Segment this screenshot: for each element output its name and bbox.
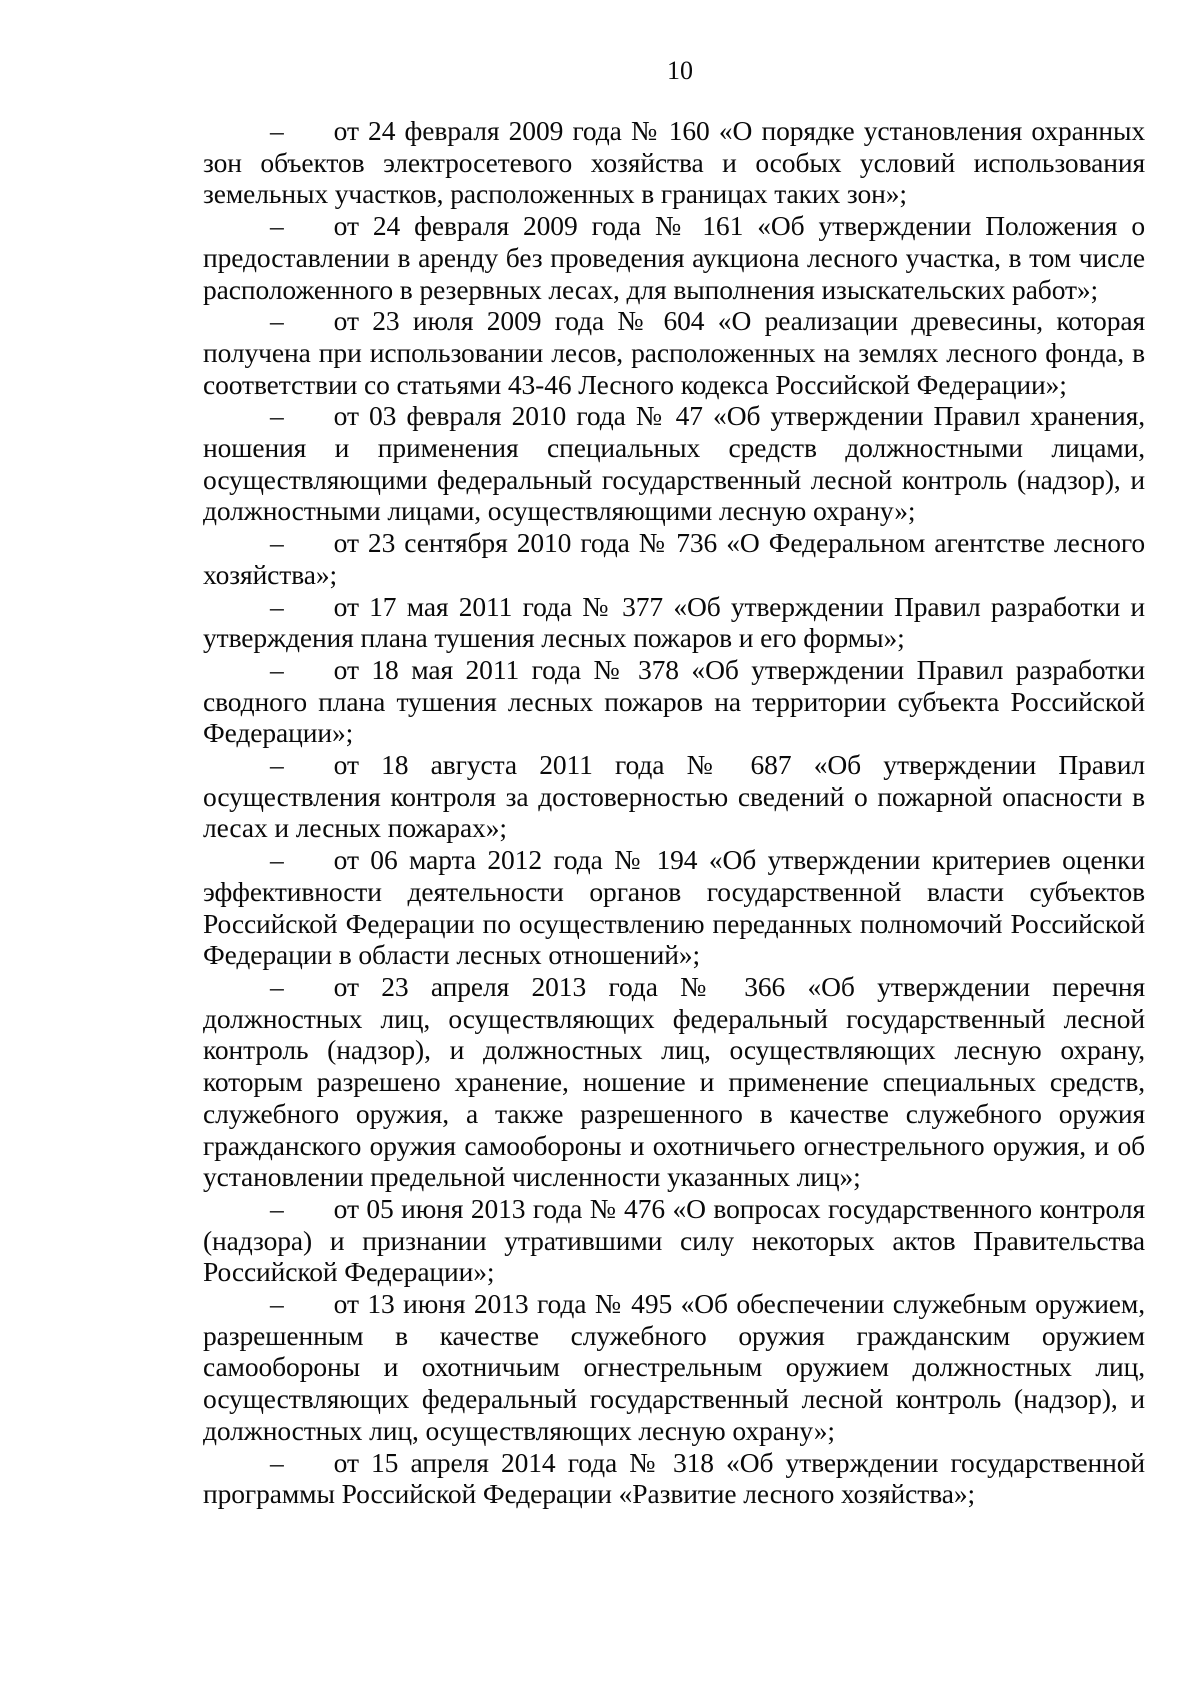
list-dash: – [270, 970, 284, 1002]
list-item [203, 844, 1145, 971]
list-item-text: от 23 сентября 2010 года № 736 «О Федеральном агентстве лесного хозяйства»; [203, 527, 1145, 590]
list-dash: – [270, 1446, 284, 1478]
list-item [203, 1447, 1145, 1510]
list-item [203, 115, 1145, 210]
list-dash: – [270, 400, 284, 432]
list-dash: – [270, 1288, 284, 1320]
list-item-text: от 05 июня 2013 года № 476 «О вопросах государственного контроля (надзора) и признании утратившими силу некоторых актов Правительства Российской Федерации»; [203, 1192, 1145, 1288]
list-dash: – [270, 1192, 284, 1224]
list-dash: – [270, 749, 284, 781]
list-item [203, 591, 1145, 654]
list-dash: – [270, 590, 284, 622]
page-number: 10 [667, 56, 693, 85]
list-dash: – [270, 115, 284, 146]
list-item-text: от 06 марта 2012 года № 194 «Об утверждении критериев оценки эффективности деятельности органов государственной власти субъектов Российской Федерации по осуществлению переданных полномочий Российской Федерации в области лесных отношений»; [203, 844, 1145, 971]
list-item-text: от 17 мая 2011 года № 377 «Об утверждении Правил разработки и утверждения плана тушения лесных пожаров и его формы»; [203, 590, 1145, 654]
list-item-text: от 24 февраля 2009 года № 161 «Об утверждении Положения о предоставлении в аренду без проведения аукциона лесного участка, в том числе расположенного в резервных лесах, для выполнения изыскательских работ»; [203, 210, 1145, 305]
list-item-text: от 23 июля 2009 года № 604 «О реализации древесины, которая получена при использовании лесов, расположенных на землях лесного фонда, в соответствии со статьями 43-46 Лесного кодекса Российской Федерации»; [203, 305, 1145, 400]
list-item [203, 971, 1145, 1193]
list-item [203, 1288, 1145, 1447]
list-dash: – [270, 844, 284, 876]
list-item-text: от 13 июня 2013 года № 495 «Об обеспечении служебным оружием, разрешенным в качестве служебного оружия гражданским оружием самообороны и охотничьим огнестрельным оружием должностных лиц, осуществляющих федеральный государственный лесной контроль (надзор), и должностных лиц, осуществляющих лесную охрану»; [203, 1288, 1145, 1446]
list-item [203, 527, 1145, 590]
list-item [203, 210, 1145, 305]
list-dash: – [270, 527, 284, 559]
list-item-text: от 23 апреля 2013 года № 366 «Об утверждении перечня должностных лиц, осуществляющих федеральный государственный лесной контроль (надзор), и должностных лиц, осуществляющих лесную охрану, которым разрешено хранение, ношение и применение специальных средств, служебного оружия, а также разрешенного в качестве служебного оружия гражданского оружия самообороны и охотничьего огнестрельного оружия, и об установлении предельной численности указанных лиц»; [203, 970, 1145, 1193]
list-item-text: от 24 февраля 2009 года № 160 «О порядке установления охранных зон объектов электросетевого хозяйства и особых условий использования земельных участков, расположенных в границах таких зон»; [203, 115, 1145, 210]
list-dash: – [270, 305, 284, 337]
list-item [203, 654, 1145, 749]
list-item [203, 305, 1145, 400]
list-item [203, 400, 1145, 527]
list-item-text: от 03 февраля 2010 года № 47 «Об утверждении Правил хранения, ношения и применения специальных средств должностными лицами, осуществляющими федеральный государственный лесной контроль (надзор), и должностными лицами, осуществляющими лесную охрану»; [203, 400, 1145, 527]
list-item-text: от 15 апреля 2014 года № 318 «Об утверждении государственной программы Российской Федерации «Развитие лесного хозяйства»; [203, 1446, 1145, 1510]
list-item [203, 749, 1145, 844]
list-dash: – [270, 210, 284, 242]
list-item-text: от 18 мая 2011 года № 378 «Об утверждении Правил разработки сводного плана тушения лесных пожаров на территории субъекта Российской Федерации»; [203, 653, 1145, 749]
document-body [203, 115, 1145, 1510]
list-item-text: от 18 августа 2011 года № 687 «Об утверждении Правил осуществления контроля за достоверностью сведений о пожарной опасности в лесах и лесных пожарах»; [203, 749, 1145, 844]
list-dash: – [270, 653, 284, 685]
list-item [203, 1193, 1145, 1288]
